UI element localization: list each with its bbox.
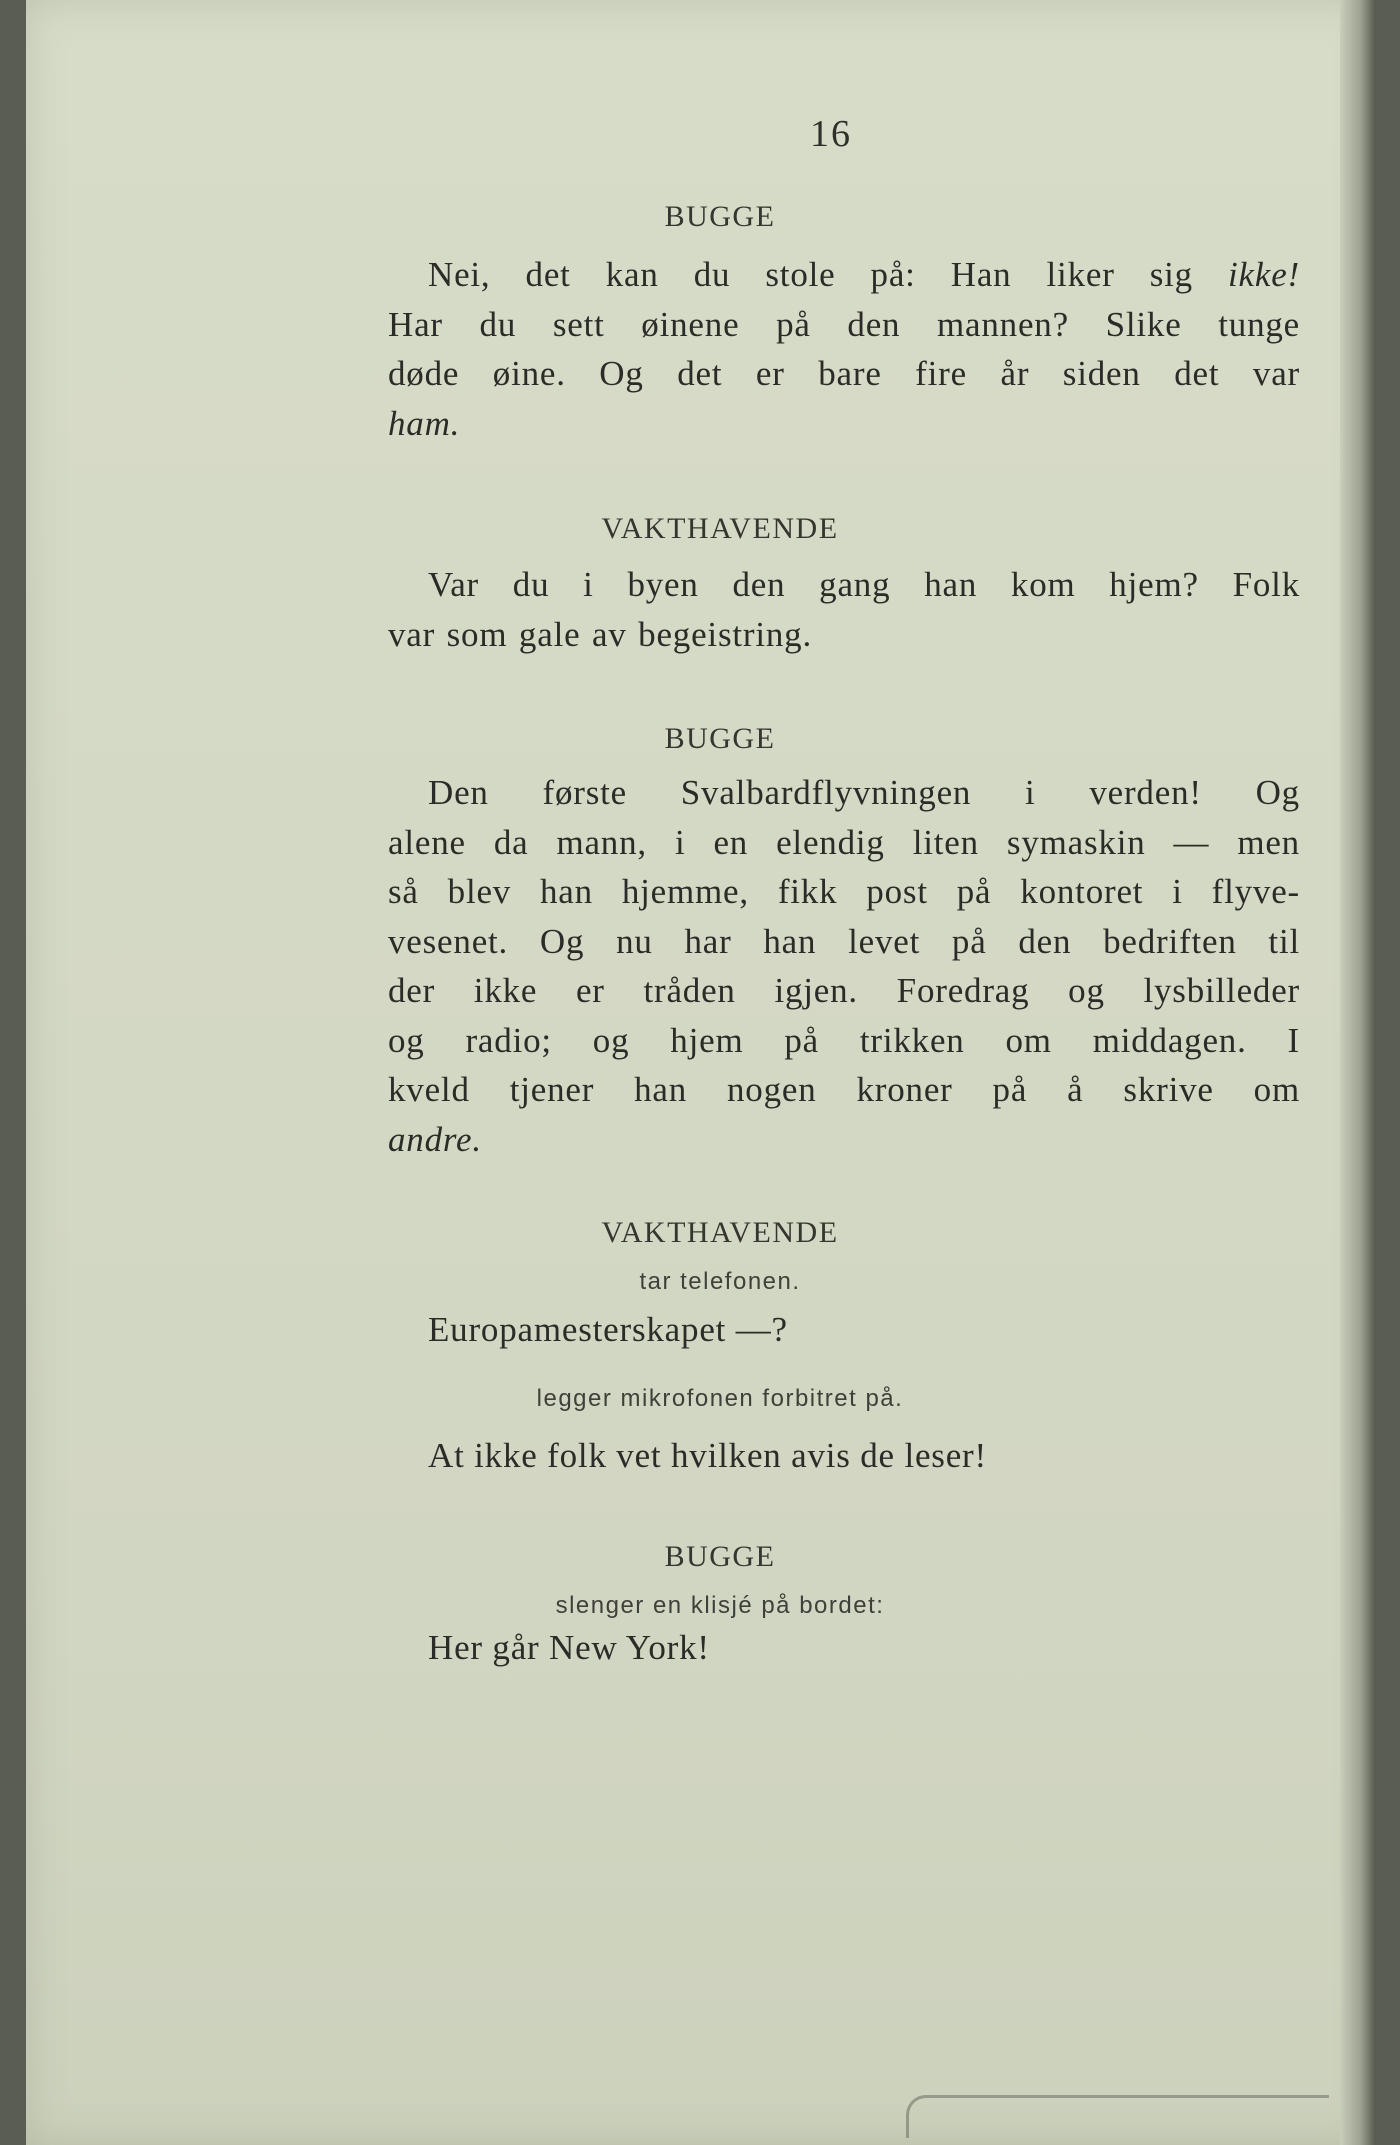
speaker-bugge-1: BUGGE [664, 200, 776, 233]
speech-line-avis: At ikke folk vet hvilken avis de leser! [428, 1436, 987, 1475]
speech-line [388, 1115, 1300, 1165]
speech-line-new-york: Her går New York! [428, 1628, 710, 1667]
speaker-bugge-2: BUGGE [664, 722, 776, 755]
speech-line [388, 768, 1300, 818]
page-number: 16 [810, 113, 852, 155]
speech-line: kveld tjener han nogen kroner på å skrive om [388, 1070, 1300, 1109]
speech-line [388, 399, 1300, 449]
speech-emphasis: andre. [388, 1119, 482, 1159]
speech-block-1 [388, 250, 1300, 448]
speech-line: var som gale av begeistring. [388, 614, 813, 654]
speech-line: Har du sett øinene på den mannen? Slike tunge [388, 304, 1300, 344]
speech-line [388, 250, 1300, 300]
speech-text: Den første Svalbardflyvningen i verden! Og [428, 773, 1300, 812]
speaker-vakthavende-2: VAKTHAVENDE [601, 1216, 839, 1249]
page-corner-mark [906, 2095, 1329, 2138]
speech-line: døde øine. Og det er bare fire år siden det var [388, 354, 1300, 393]
speech-block-2 [388, 560, 1300, 659]
page-edge-shadow [1340, 0, 1374, 2145]
speech-text: Nei, det kan du stole på: Han liker sig [428, 255, 1229, 294]
speech-line: og radio; og hjem på trikken om middagen. I [388, 1020, 1300, 1060]
speech-line [388, 560, 1300, 610]
stage-direction-2: legger mikrofonen forbitret på. [536, 1385, 904, 1412]
speech-line: alene da mann, i en elendig liten symaskin — men [388, 822, 1300, 862]
speaker-bugge-3: BUGGE [664, 1540, 776, 1573]
speech-emphasis: ikke! [1228, 255, 1300, 294]
speaker-vakthavende-1: VAKTHAVENDE [601, 512, 839, 545]
stage-direction-1: tar telefonen. [639, 1268, 801, 1295]
speech-line: der ikke er tråden igjen. Foredrag og lysbilleder [388, 971, 1300, 1010]
stage-direction-3: slenger en klisjé på bordet: [555, 1592, 885, 1619]
speech-line: vesenet. Og nu har han levet på den bedriften til [388, 921, 1300, 961]
speech-line-europamesterskapet: Europamesterskapet —? [428, 1310, 788, 1349]
speech-text: Var du i byen den gang han kom hjem? Folk [428, 565, 1300, 604]
speech-emphasis: ham. [388, 403, 461, 443]
speech-block-3 [388, 768, 1300, 1164]
speech-line: så blev han hjemme, fikk post på kontoret i flyve- [388, 872, 1300, 911]
